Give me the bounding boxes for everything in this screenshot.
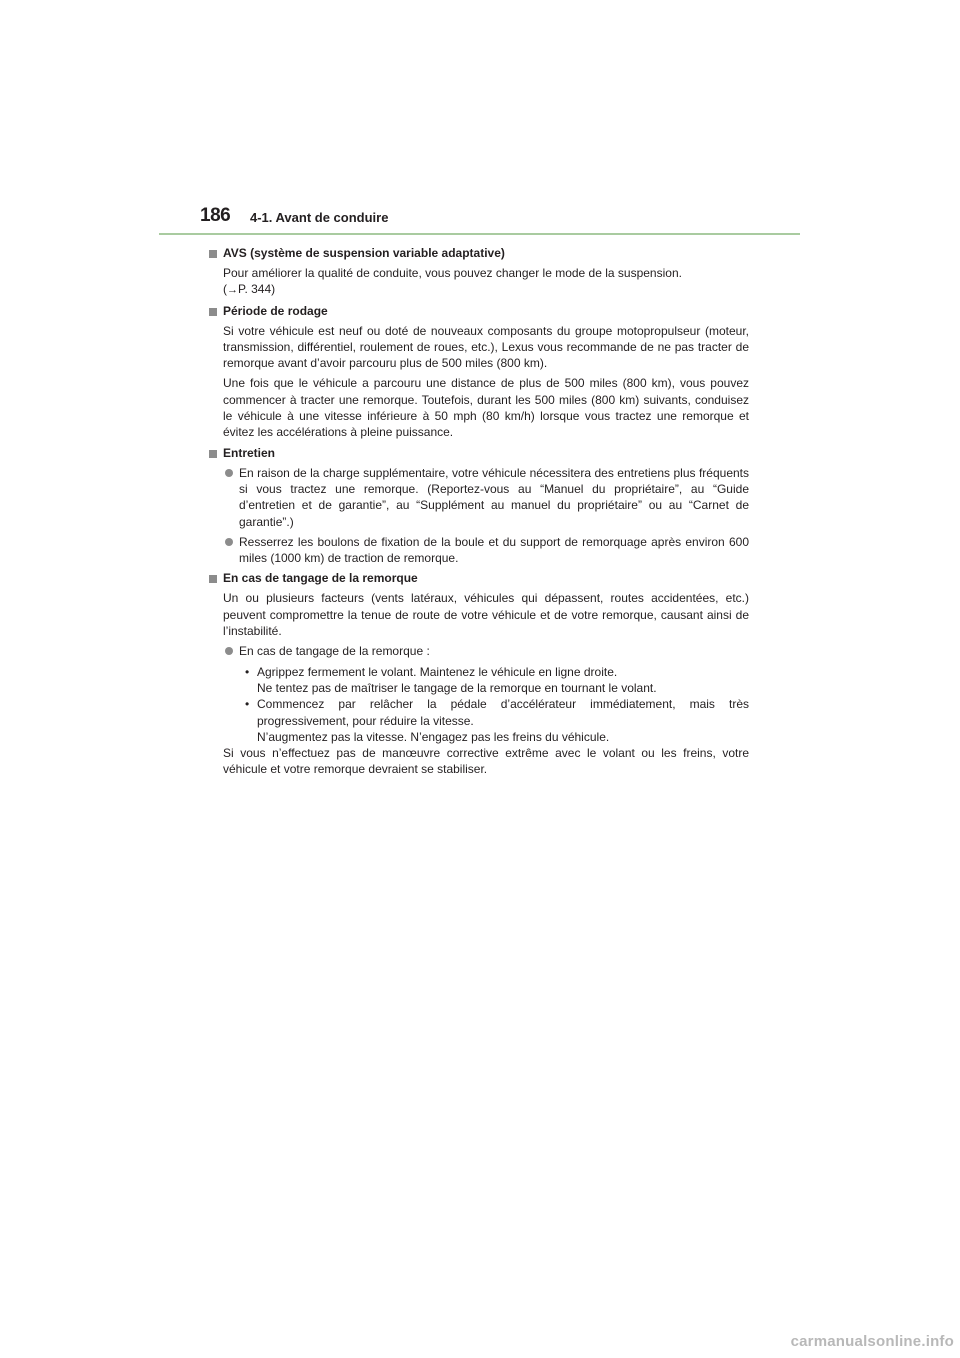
section-heading <box>209 445 749 462</box>
site-watermark: carmanualsonline.info <box>790 1333 954 1350</box>
sub-list-text: Commencez par relâcher la pédale d’accélérateur immédiatement, mais très progressivement, pour réduire la vitesse. <box>257 697 749 728</box>
section-heading <box>209 570 749 587</box>
list-item-text: Resserrez les boulons de fixation de la boule et du support de remorquage après environ 600 miles (1000 km) de traction de remorque. <box>239 534 749 566</box>
heading-text: AVS (système de suspension variable adaptative) <box>223 246 505 260</box>
heading-text: En cas de tangage de la remorque <box>223 571 418 586</box>
section-avs <box>209 245 749 299</box>
paragraph: Si vous n’effectuez pas de manœuvre corrective extrême avec le volant ou les freins, votre véhicule et votre remorque devraient se stabiliser. <box>223 746 749 777</box>
section-entretien <box>209 445 749 567</box>
arrow-right-icon: → <box>227 284 238 297</box>
sub-list-continuation: Ne tentez pas de maîtriser le tangage de la remorque en tournant le volant. <box>257 680 657 695</box>
sub-list-item <box>209 664 749 680</box>
circle-bullet-icon <box>225 469 233 477</box>
paragraph <box>223 265 749 299</box>
section-title: 4-1. Avant de conduire <box>250 210 389 225</box>
bullet-marker: • <box>245 664 250 679</box>
section-tangage <box>209 570 749 777</box>
header-rule <box>159 233 800 235</box>
section-heading <box>209 245 749 262</box>
circle-bullet-icon <box>225 538 233 546</box>
paragraph: Un ou plusieurs facteurs (vents latéraux, véhicules qui dépassent, routes accidentées, etc.) peuvent compromettre la tenue de route de votre véhicule et de votre remorque, causant ainsi de l’instabilité. <box>223 591 749 639</box>
sub-list-text: Agrippez fermement le volant. Maintenez le véhicule en ligne droite. <box>257 664 618 679</box>
circle-bullet-icon <box>225 647 233 655</box>
paragraph-text: Pour améliorer la qualité de conduite, vous pouvez changer le mode de la suspension. <box>223 266 682 280</box>
square-bullet-icon <box>209 250 217 258</box>
list-item <box>209 643 749 659</box>
list-item <box>209 465 749 530</box>
section-rodage <box>209 303 749 441</box>
heading-text: Entretien <box>223 445 276 460</box>
list-item-text: En raison de la charge supplémentaire, votre véhicule nécessitera des entretiens plus fréquents si vous tractez une remorque. (Reportez-vous au “Manuel du propriétaire”, au “Guide d’entretien et de garantie”, au “Supplément au manuel du propriétaire” ou au “Carnet de garantie”.) <box>239 465 749 529</box>
bullet-marker: • <box>245 697 250 712</box>
page-content <box>209 245 749 782</box>
paragraph: Si votre véhicule est neuf ou doté de nouveaux composants du groupe motopropulseur (moteur, transmission, différentiel, roulement de roues, etc.), Lexus vous recommande de ne pas tracter de remorque avant d’avoir parcouru plus de 500 miles (800 km). <box>223 323 749 371</box>
sub-list-continuation: N’augmentez pas la vitesse. N’engagez pas les freins du véhicule. <box>257 729 610 744</box>
list-item <box>209 534 749 567</box>
list-item-text: En cas de tangage de la remorque : <box>239 644 430 659</box>
page-reference[interactable]: (→P. 344) <box>223 282 276 297</box>
sub-list-item <box>209 696 749 729</box>
heading-text: Période de rodage <box>223 303 328 318</box>
page-number: 186 <box>200 205 231 226</box>
square-bullet-icon <box>209 450 217 458</box>
paragraph: Une fois que le véhicule a parcouru une distance de plus de 500 miles (800 km), vous pouvez commencer à tracter une remorque. Toutefois, durant les 500 miles (800 km) suivants, conduisez le véhicule à une vitesse inférieure à 50 mph (80 km/h) lorsque vous tractez une remorque et évitez les accélérations à pleine puissance. <box>223 376 749 440</box>
square-bullet-icon <box>209 575 217 583</box>
section-heading <box>209 303 749 320</box>
square-bullet-icon <box>209 308 217 316</box>
